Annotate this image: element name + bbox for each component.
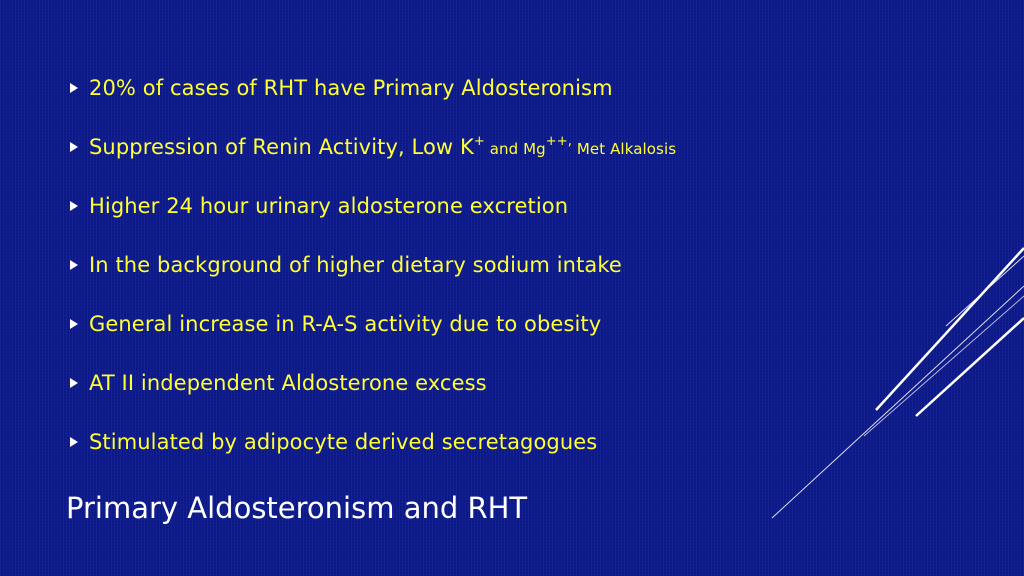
bullet-text: Higher 24 hour urinary aldosterone excretion bbox=[89, 194, 569, 218]
decorative-line bbox=[772, 286, 1024, 518]
potassium-charge: + bbox=[473, 134, 485, 149]
bullet-text: Suppression of Renin Activity, Low K bbox=[89, 135, 474, 159]
bullet-text-small: and Mg bbox=[484, 140, 546, 158]
decorative-line bbox=[916, 318, 1024, 416]
decorative-line bbox=[946, 256, 1024, 326]
bullet-text: Stimulated by adipocyte derived secretagogues bbox=[89, 430, 598, 454]
bullet-text-small: Met Alkalosis bbox=[571, 140, 677, 158]
bullet-text: AT II independent Aldosterone excess bbox=[89, 371, 487, 395]
bullet-text: 20% of cases of RHT have Primary Aldosteronism bbox=[89, 76, 613, 100]
slide-title: Primary Aldosteronism and RHT bbox=[66, 491, 528, 525]
magnesium-charge: ++, bbox=[545, 134, 572, 149]
bullet-text: In the background of higher dietary sodium intake bbox=[89, 253, 622, 277]
decorative-line bbox=[864, 296, 1024, 436]
bullet-text: General increase in R-A-S activity due to obesity bbox=[89, 312, 602, 336]
